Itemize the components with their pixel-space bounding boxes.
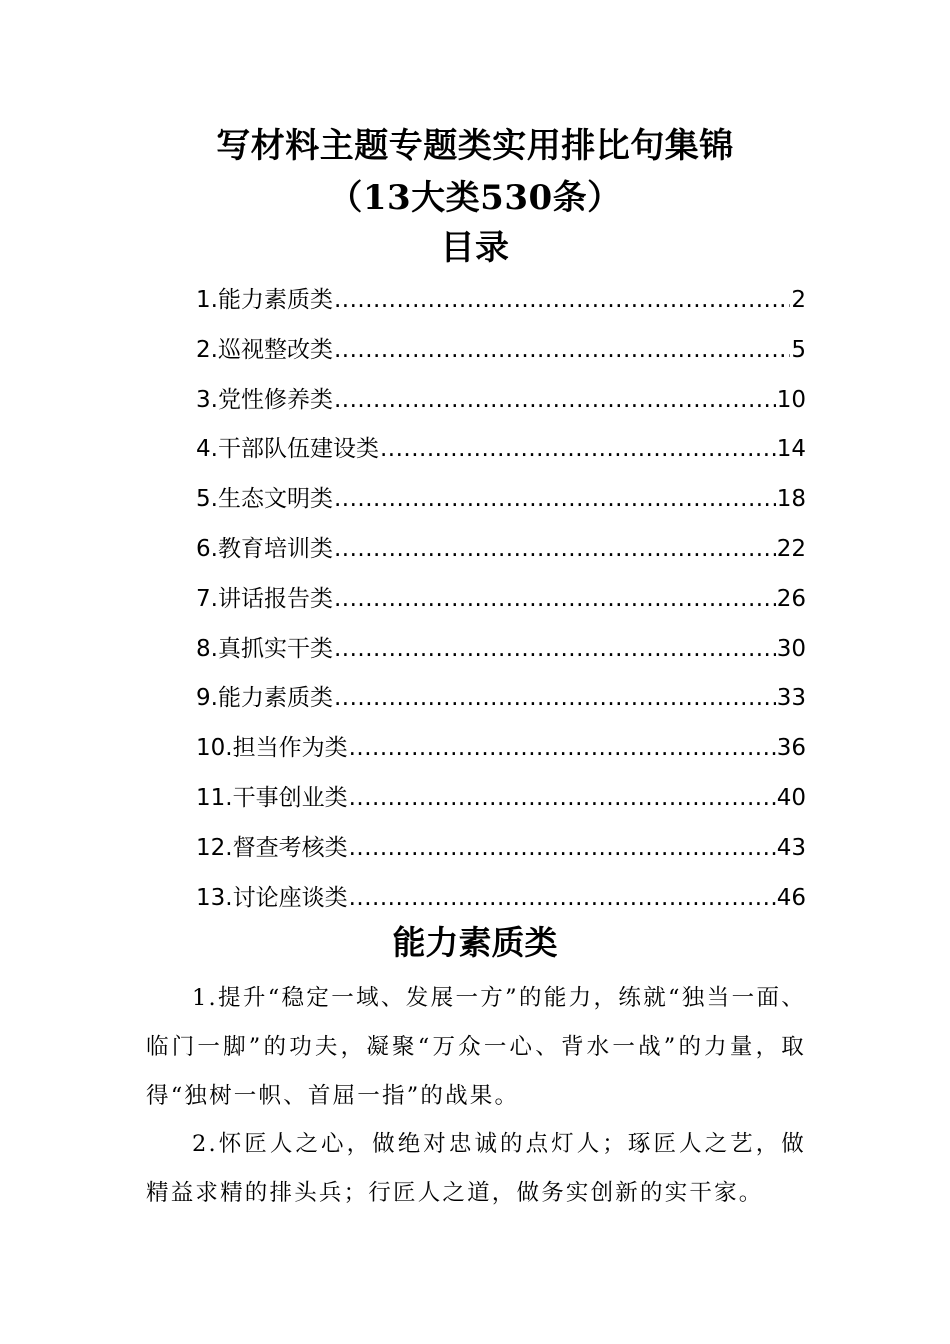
toc-entry-page: 22 [776,535,806,562]
toc-entry[interactable] [196,778,806,828]
toc-entry[interactable] [196,380,806,430]
toc-leader-dots [349,728,776,768]
toc-entry[interactable] [196,429,806,479]
toc-entry[interactable] [196,828,806,878]
toc-entry-page: 30 [776,635,806,662]
toc-leader-dots [334,280,790,320]
toc-entry[interactable] [196,529,806,579]
toc-entry-label: 12.督查考核类 [196,834,348,861]
toc-entry[interactable] [196,579,806,629]
toc-entry-label: 5.生态文明类 [196,486,333,513]
table-of-contents [196,280,806,927]
toc-entry-page: 14 [776,436,806,463]
toc-entry[interactable] [196,479,806,529]
toc-leader-dots [334,330,790,370]
toc-entry-page: 33 [776,685,806,712]
toc-entry-page: 10 [776,386,806,413]
toc-entry-page: 2 [791,287,806,313]
toc-entry-label: 4.干部队伍建设类 [196,436,379,463]
toc-entry-label: 13.讨论座谈类 [196,884,348,911]
toc-entry-label: 2.巡视整改类 [196,336,333,363]
toc-leader-dots [334,380,776,420]
toc-entry[interactable] [196,678,806,728]
toc-leader-dots [334,629,776,669]
toc-leader-dots [349,778,776,818]
toc-entry-page: 43 [776,834,806,861]
toc-entry-page: 46 [776,884,806,911]
section-heading: 能力素质类 [392,923,558,962]
toc-entry-page: 36 [776,735,806,762]
toc-entry-label: 3.党性修养类 [196,386,333,413]
toc-entry-label: 10.担当作为类 [196,735,348,762]
toc-entry-label: 6.教育培训类 [196,535,333,562]
toc-entry-label: 1.能力素质类 [196,287,333,313]
body-paragraph: 2.怀匠人之心，做绝对忠诚的点灯人；琢匠人之艺，做精益求精的排头兵；行匠人之道，做务实创新的实干家。 [146,1131,806,1206]
toc-entry-label: 8.真抓实干类 [196,635,333,662]
toc-entry[interactable] [196,629,806,679]
toc-leader-dots [380,429,776,469]
toc-entry[interactable] [196,878,806,928]
document-subtitle: （13大类530条） [328,178,622,218]
toc-entry-page: 18 [776,486,806,513]
toc-leader-dots [334,678,776,718]
toc-heading: 目录 [440,228,510,268]
toc-entry-page: 5 [791,336,806,363]
toc-entry-page: 40 [776,784,806,811]
toc-entry-label: 9.能力素质类 [196,685,333,712]
toc-entry[interactable] [196,330,806,380]
toc-leader-dots [349,878,776,918]
toc-entry-page: 26 [776,585,806,612]
document-title: 写材料主题专题类实用排比句集锦 [216,126,734,166]
toc-entry[interactable] [196,280,806,330]
toc-entry-label: 7.讲话报告类 [196,585,333,612]
body-paragraph: 1.提升“稳定一域、发展一方”的能力，练就“独当一面、临门一脚”的功夫，凝聚“万众一心、背水一战”的力量，取得“独树一帜、首屈一指”的战果。 [146,985,806,1109]
toc-leader-dots [349,828,776,868]
toc-entry-label: 11.干事创业类 [196,784,348,811]
toc-leader-dots [334,529,776,569]
toc-entry[interactable] [196,728,806,778]
toc-leader-dots [334,579,776,619]
toc-leader-dots [334,479,776,519]
